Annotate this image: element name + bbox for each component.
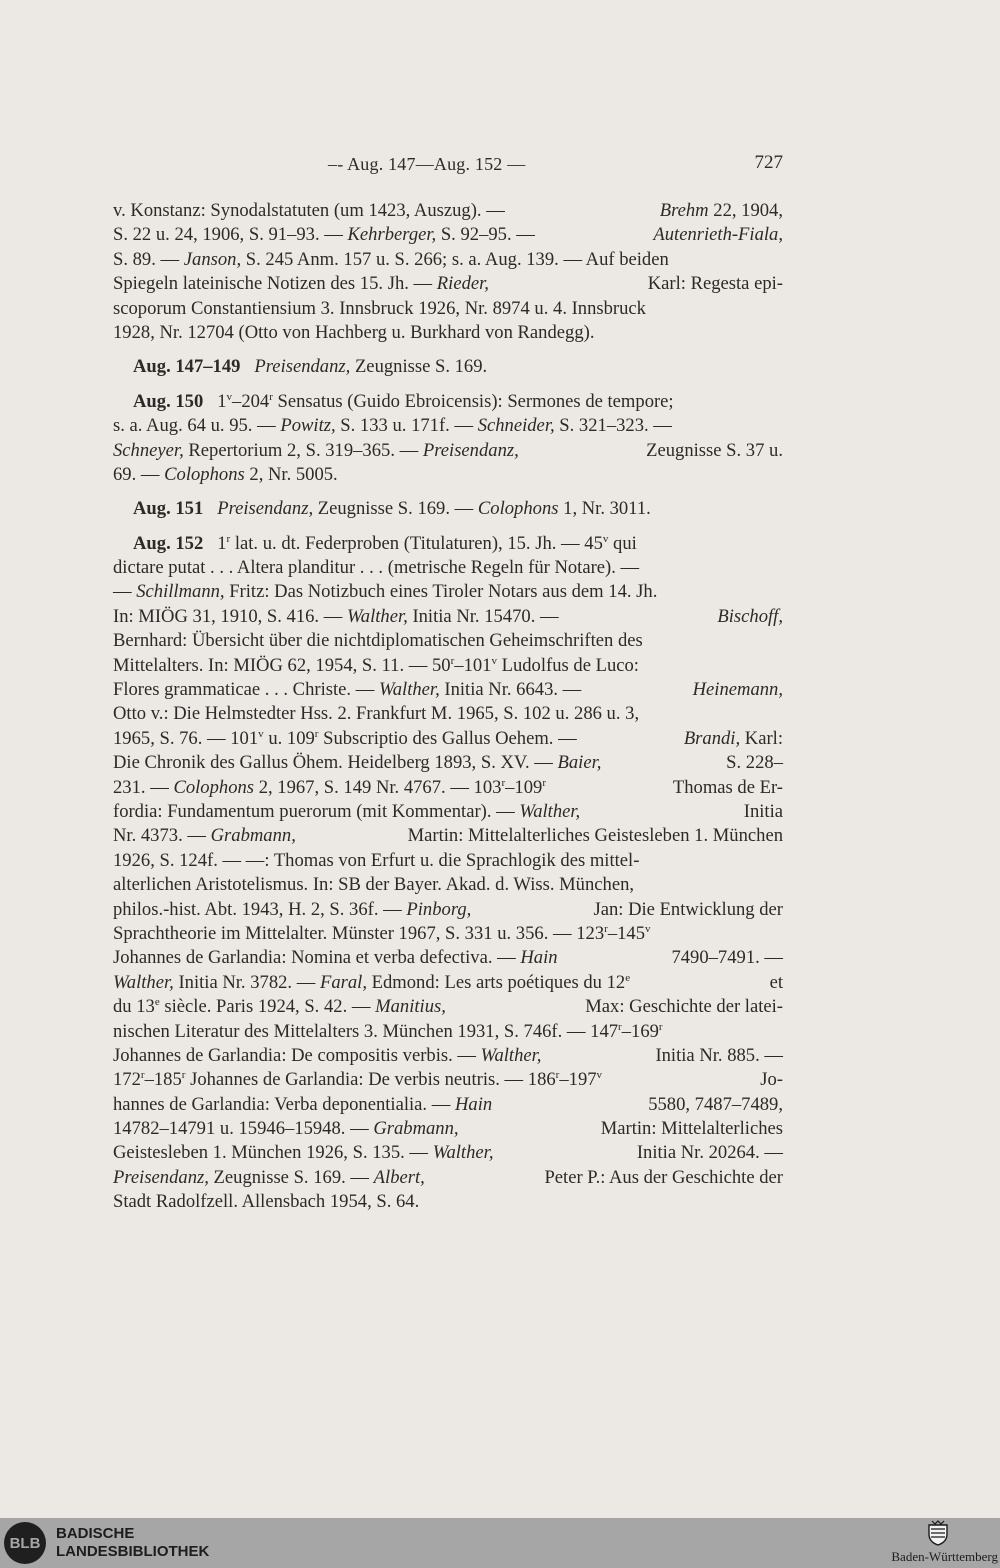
- state-name: Baden-Württemberg: [891, 1549, 998, 1564]
- entry-aug-150: [113, 390, 783, 488]
- text-line: Nr. 4373. — Grabmann, Martin: Mittelalterliches Geistesleben 1. München: [113, 825, 783, 847]
- text-line: Aug. 147–149 Preisendanz, Zeugnisse S. 169.: [133, 356, 488, 378]
- text-line: Preisendanz, Zeugnisse S. 169. — Albert, Peter P.: Aus der Geschichte der: [113, 1166, 783, 1188]
- entry-heading: Aug. 150: [133, 390, 204, 412]
- text-line: alterlichen Aristotelismus. In: SB der Bayer. Akad. d. Wiss. München,: [113, 874, 635, 896]
- text-line: du 13e siècle. Paris 1924, S. 42. — Manitius, Max: Geschichte der latei-: [113, 996, 783, 1018]
- text-line: philos.-hist. Abt. 1943, H. 2, S. 36f. — Pinborg, Jan: Die Entwicklung der: [113, 898, 783, 920]
- page-number: 727: [754, 152, 783, 173]
- text-line: 1926, S. 124f. — —: Thomas von Erfurt u. die Sprachlogik des mittel-: [113, 849, 640, 871]
- text-line: In: MIÖG 31, 1910, S. 416. — Walther, Initia Nr. 15470. — Bischoff,: [113, 605, 783, 627]
- text-line: s. a. Aug. 64 u. 95. — Powitz, S. 133 u. 171f. — Schneider, S. 321–323. —: [113, 415, 672, 437]
- text-line: nischen Literatur des Mittelalters 3. München 1931, S. 746f. — 147$^r$–169$^r$: [113, 1020, 663, 1042]
- entry-aug-151: [113, 497, 783, 521]
- text-line: Johannes de Garlandia: Nomina et verba defectiva. — Hain 7490–7491. —: [113, 947, 783, 969]
- text-line: 1928, Nr. 12704 (Otto von Hachberg u. Burkhard von Randegg).: [113, 321, 595, 343]
- library-name: BADISCHE LANDESBIBLIOTHEK: [56, 1525, 210, 1560]
- text-line: hannes de Garlandia: Verba deponentialia. — Hain 5580, 7487–7489,: [113, 1093, 783, 1115]
- text-line: v. Konstanz: Synodalstatuten (um 1423, Auszug). — Brehm 22, 1904,: [113, 200, 783, 221]
- text-line: Sprachtheorie im Mittelalter. Münster 1967, S. 331 u. 356. — 123$^r$–145$^v$: [113, 922, 651, 944]
- text-line: 14782–14791 u. 15946–15948. — Grabmann, Martin: Mittelalterliches: [113, 1118, 783, 1140]
- entry-aug-147-149: [113, 355, 783, 379]
- text-line: Aug. 152 1$^r$ lat. u. dt. Federproben (Titulaturen), 15. Jh. — 45$^v$ qui: [133, 532, 637, 554]
- body-text: [113, 199, 783, 1215]
- entry-heading: Aug. 151: [133, 498, 204, 520]
- text-line: fordia: Fundamentum puerorum (mit Kommentar). — Walther, Initia: [113, 800, 783, 822]
- paragraph-continuation: [113, 199, 783, 345]
- text-line: scoporum Constantiensium 3. Innsbruck 1926, Nr. 8974 u. 4. Innsbruck: [113, 297, 646, 319]
- text-line: Johannes de Garlandia: De compositis verbis. — Walther, Initia Nr. 885. —: [113, 1044, 783, 1066]
- text-line: 172$^r$–185$^r$ Johannes de Garlandia: De verbis neutris. — 186$^r$–197$^v$ Jo-: [113, 1069, 783, 1091]
- text-line: Stadt Radolfzell. Allensbach 1954, S. 64.: [113, 1191, 420, 1213]
- text-line: Walther, Initia Nr. 3782. — Faral, Edmond: Les arts poétiques du 12e et: [113, 971, 783, 993]
- text-line: Schneyer, Repertorium 2, S. 319–365. — Preisendanz, Zeugnisse S. 37 u.: [113, 439, 783, 461]
- entry-aug-152: [113, 532, 783, 1215]
- text-line: S. 89. — Janson, S. 245 Anm. 157 u. S. 266; s. a. Aug. 139. — Auf beiden: [113, 248, 669, 270]
- text-line: Flores grammaticae . . . Christe. — Walther, Initia Nr. 6643. — Heinemann,: [113, 679, 783, 701]
- text-line: Bernhard: Übersicht über die nichtdiplomatischen Geheimschriften des: [113, 630, 643, 652]
- running-head: –- Aug. 147—Aug. 152 —: [328, 154, 526, 174]
- library-footer: [0, 1518, 1000, 1568]
- blb-logo: BLB: [4, 1522, 46, 1564]
- text-line: Geistesleben 1. München 1926, S. 135. — Walther, Initia Nr. 20264. —: [113, 1142, 783, 1164]
- text-line: 231. — Colophons 2, 1967, S. 149 Nr. 4767. — 103$^r$–109$^r$ Thomas de Er-: [113, 776, 783, 798]
- coat-of-arms-icon: [926, 1520, 950, 1546]
- text-line: S. 22 u. 24, 1906, S. 91–93. — Kehrberger, S. 92–95. — Autenrieth-Fiala,: [113, 224, 783, 246]
- text-line: 1965, S. 76. — 101$^v$ u. 109$^r$ Subscriptio des Gallus Oehem. — Brandi, Karl:: [113, 727, 783, 749]
- text-line: Otto v.: Die Helmstedter Hss. 2. Frankfurt M. 1965, S. 102 u. 286 u. 3,: [113, 703, 640, 725]
- entry-heading: Aug. 152: [133, 532, 204, 554]
- text-line: Spiegeln lateinische Notizen des 15. Jh. — Rieder, Karl: Regesta epi-: [113, 273, 783, 295]
- text-line: Aug. 150 1$^v$–204$^r$ Sensatus (Guido Ebroicensis): Sermones de tempore;: [133, 390, 674, 412]
- text-line: Die Chronik des Gallus Öhem. Heidelberg 1893, S. XV. — Baier, S. 228–: [113, 752, 783, 774]
- text-line: 69. — Colophons 2, Nr. 5005.: [113, 463, 338, 485]
- text-line: dictare putat . . . Altera planditur . . . (metrische Regeln für Notare). —: [113, 557, 640, 579]
- text-line: Aug. 151 Preisendanz, Zeugnisse S. 169. — Colophons 1, Nr. 3011.: [133, 498, 651, 520]
- entry-heading: Aug. 147–149: [133, 356, 241, 378]
- page-header: [113, 150, 783, 178]
- text-line: — Schillmann, Fritz: Das Notizbuch eines Tiroler Notars aus dem 14. Jh.: [113, 581, 658, 603]
- text-line: Mittelalters. In: MIÖG 62, 1954, S. 11. — 50$^r$–101$^v$ Ludolfus de Luco:: [113, 654, 639, 676]
